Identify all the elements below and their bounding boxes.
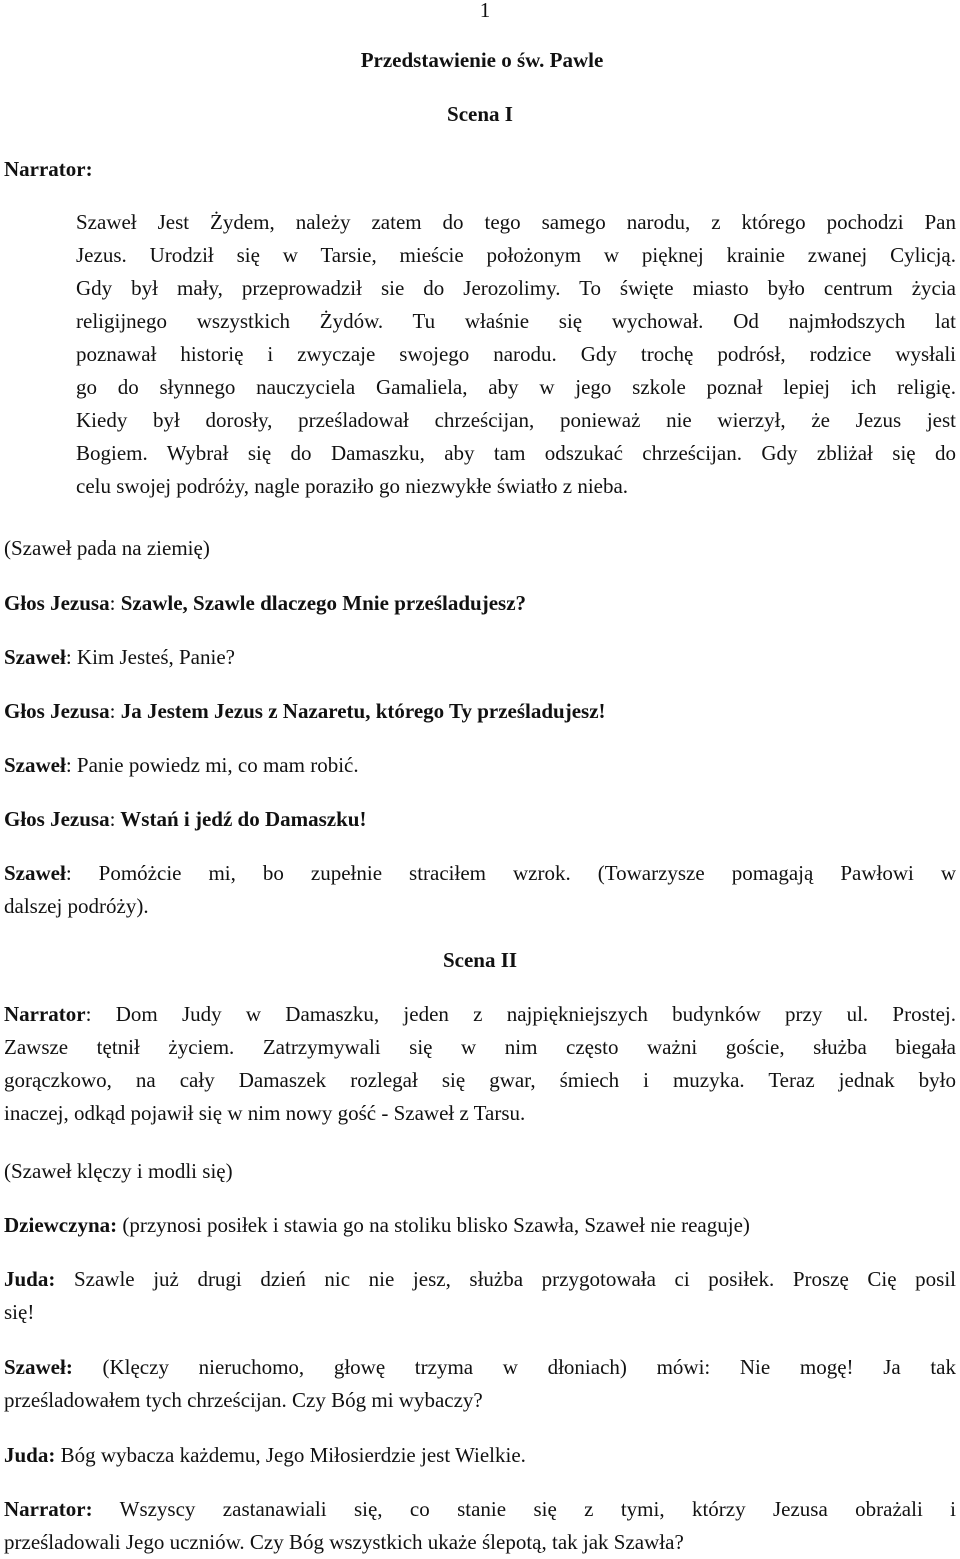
narration-line: : Dom Judy w Damaszku, jeden z najpiękniejszych budynków przy ul. Prostej.: [85, 1002, 956, 1026]
dialog-text: Szawle, Szawle dlaczego Mnie prześladujesz?: [115, 591, 527, 615]
separator: :: [109, 807, 116, 831]
dialog-text: Ja Jestem Jezus z Nazaretu, którego Ty prześladujesz!: [115, 699, 606, 723]
dialog-juda-2: [4, 1439, 956, 1472]
document-title: Przedstawienie o św. Pawle: [360, 48, 604, 72]
dialog-text: : Pomóżcie mi, bo zupełnie straciłem wzrok. (Towarzysze pomagają Pawłowi w: [65, 861, 956, 885]
speaker-name: Szaweł:: [4, 1355, 73, 1379]
narrator-label: Narrator:: [4, 157, 93, 181]
dialog-text: Panie powiedz mi, co mam robić.: [71, 753, 359, 777]
dialog-juda-1: [4, 1263, 956, 1329]
narration-line: religijnego wszystkich Żydów. Tu właśnie się wychował. Od najmłodszych lat: [76, 309, 956, 333]
stage-direction-2: (Szaweł klęczy i modli się): [4, 1159, 233, 1183]
speaker-name: Juda:: [4, 1267, 56, 1291]
dialog-line: [4, 749, 956, 782]
speaker-name: Juda:: [4, 1443, 56, 1467]
speaker-name: Narrator: [4, 1002, 86, 1026]
narration-line: Kiedy był dorosły, prześladował chrześcijan, ponieważ nie wierzył, że Jezus jest: [76, 408, 956, 432]
dialog-szawel-blind: [4, 857, 956, 923]
narration-line: poznawał historię i zwyczaje swojego narodu. Gdy trochę podrósł, rodzice wysłali: [76, 342, 956, 366]
dialog-text: się!: [4, 1300, 35, 1324]
narration-line: prześladowali Jego uczniów. Czy Bóg wszystkich ukaże ślepotą, tak jak Szawła?: [4, 1530, 684, 1554]
separator: :: [65, 645, 72, 669]
narration-line: Gdy był mały, przeprowadził sie do Jerozolimy. To święte miasto było centrum życia: [76, 276, 956, 300]
narration-paragraph-1: [76, 206, 956, 503]
narration-line: celu swojej podróży, nagle poraziło go niezwykłe światło z nieba.: [76, 474, 629, 498]
separator: :: [109, 591, 116, 615]
speaker-name: Głos Jezusa: [4, 699, 110, 723]
dialog-text: Bóg wybacza każdemu, Jego Miłosierdzie jest Wielkie.: [55, 1443, 526, 1467]
narration-line: Bogiem. Wybrał się do Damaszku, aby tam odszukać chrześcijan. Gdy zbliżał się do: [76, 441, 956, 465]
speaker-name: Szaweł: [4, 645, 66, 669]
dialog-text: (przynosi posiłek i stawia go na stoliku blisko Szawła, Szaweł nie reaguje): [117, 1213, 750, 1237]
dialog-line: [4, 803, 956, 836]
dialog-line: [4, 587, 956, 620]
narration-line: go do słynnego nauczyciela Gamaliela, aby w jego szkole poznał lepiej ich religię.: [76, 375, 956, 399]
dialog-girl: [4, 1209, 956, 1242]
dialog-text: prześladowałem tych chrześcijan. Czy Bóg mi wybaczy?: [4, 1388, 483, 1412]
narration-line: Wszyscy zastanawiali się, co stanie się z tymi, którzy Jezusa obrażali i: [92, 1497, 956, 1521]
speaker-name: Narrator:: [4, 1497, 93, 1521]
dialog-text: (Klęczy nieruchomo, głowę trzyma w dłoniach) mówi: Nie mogę! Ja tak: [72, 1355, 956, 1379]
dialog-text: Kim Jesteś, Panie?: [71, 645, 235, 669]
scene-heading-2: Scena II: [442, 948, 518, 972]
speaker-name: Dziewczyna:: [4, 1213, 118, 1237]
speaker-name: Głos Jezusa: [4, 807, 110, 831]
separator: :: [65, 753, 72, 777]
narration-line: Jezus. Urodził się w Tarsie, mieście położonym w pięknej krainie zwanej Cylicją.: [76, 243, 956, 267]
separator: :: [109, 699, 116, 723]
dialog-text: dalszej podróży).: [4, 894, 149, 918]
narration-line: inaczej, odkąd pojawił się w nim nowy gość - Szaweł z Tarsu.: [4, 1101, 526, 1125]
page-number: 1: [479, 0, 491, 22]
speaker-name: Głos Jezusa: [4, 591, 110, 615]
dialog-text: Szawle już drugi dzień nic nie jesz, służba przygotowała ci posiłek. Proszę Cię posil: [55, 1267, 956, 1291]
narration-line: Zawsze tętnił życiem. Zatrzymywali się w nim często ważni goście, służba biegała: [4, 1035, 956, 1059]
narration-paragraph-3: [4, 1493, 956, 1559]
speaker-name: Szaweł: [4, 753, 66, 777]
narration-paragraph-2: [4, 998, 956, 1130]
dialog-line: [4, 695, 956, 728]
narration-line: gorączkowo, na cały Damaszek rozlegał się gwar, śmiech i muzyka. Teraz jednak było: [4, 1068, 956, 1092]
dialog-text: Wstań i jedź do Damaszku!: [115, 807, 367, 831]
narration-line: Szaweł Jest Żydem, należy zatem do tego samego narodu, z którego pochodzi Pan: [76, 210, 956, 234]
dialog-szawel-2: [4, 1351, 956, 1417]
dialog-line: [4, 641, 956, 674]
speaker-name: Szaweł: [4, 861, 66, 885]
stage-direction-1: (Szaweł pada na ziemię): [4, 536, 210, 560]
scene-heading-1: Scena I: [447, 102, 513, 126]
